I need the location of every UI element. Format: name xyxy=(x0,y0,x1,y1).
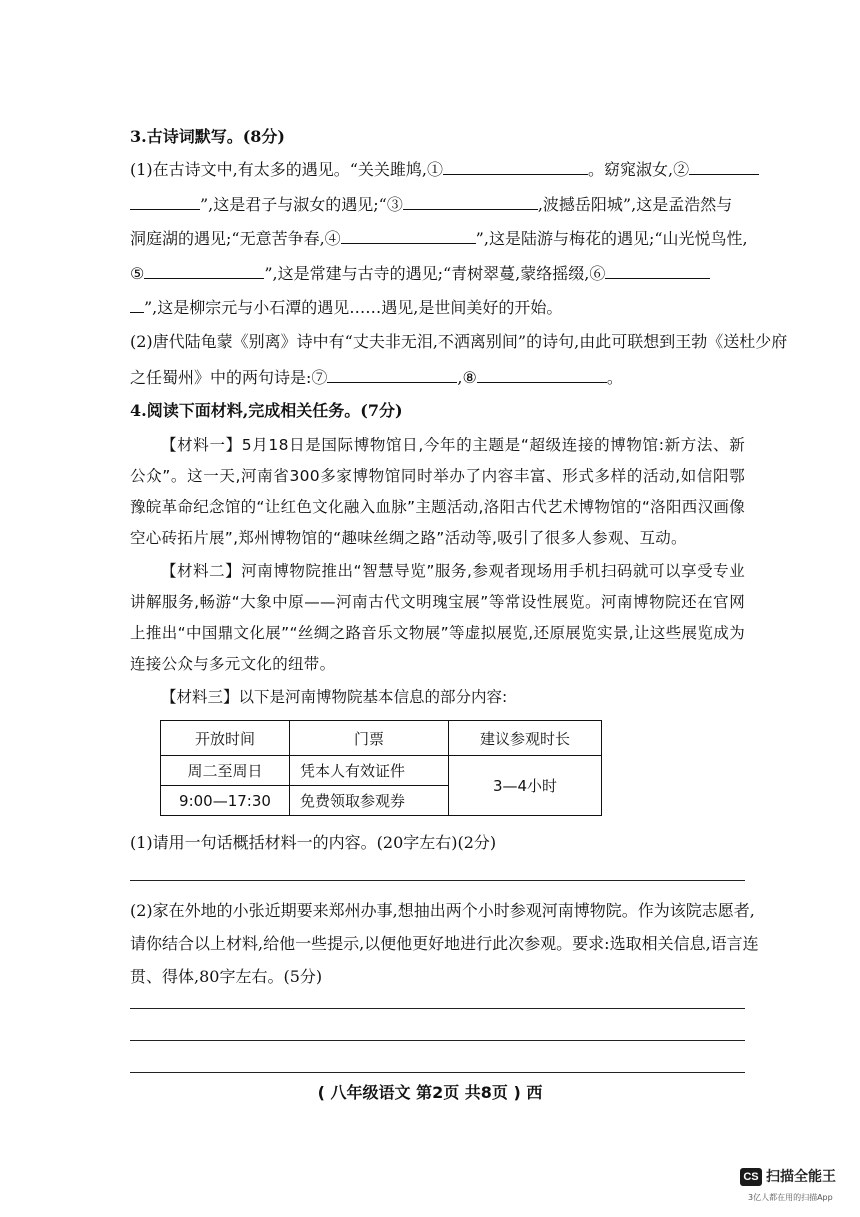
answer-blank-8[interactable] xyxy=(477,366,607,383)
q3-p1-line2 xyxy=(130,193,732,216)
q4-task1: (1)请用一句话概括材料一的内容。(20字左右)(2分) xyxy=(130,833,497,852)
answer-blank-6-cont[interactable] xyxy=(130,296,144,313)
q4-task2-line3: 贯、得体,80字左右。(5分) xyxy=(130,967,323,986)
q3-text: ”,这是柳宗元与小石潭的遇见……遇见,是世间美好的开始。 xyxy=(144,298,563,317)
q3-text: 之任蜀州》中的两句诗是:⑦ xyxy=(130,368,328,387)
q3-text: ”,这是君子与淑女的遇见;“③ xyxy=(200,195,403,214)
q4-title: 4.阅读下面材料,完成相关任务。(7分) xyxy=(130,401,403,420)
museum-info-table xyxy=(160,720,602,816)
answer-line[interactable] xyxy=(130,1040,745,1041)
q3-p1-line3 xyxy=(130,227,748,250)
answer-blank-2-cont[interactable] xyxy=(130,193,200,210)
q3-p2-line1: (2)唐代陆龟蒙《别离》诗中有“丈夫非无泪,不洒离别间”的诗句,由此可联想到王勃《送杜少府 xyxy=(130,332,788,351)
table-cell-ticket-2: 免费领取参观券 xyxy=(290,786,449,816)
q3-text: ,波撼岳阳城”,这是孟浩然与 xyxy=(537,195,733,214)
answer-blank-3[interactable] xyxy=(403,193,538,210)
material-3-intro: 【材料三】以下是河南博物院基本信息的部分内容: xyxy=(161,688,508,706)
q4-task2-line2: 请你结合以上材料,给他一些提示,以便他更好地进行此次参观。要求:选取相关信息,语言连 xyxy=(130,934,759,953)
answer-blank-1[interactable] xyxy=(443,158,588,175)
q3-text: ”,这是陆游与梅花的遇见;“山光悦鸟性, xyxy=(475,229,748,248)
answer-blank-6[interactable] xyxy=(605,262,710,279)
answer-blank-5[interactable] xyxy=(144,262,264,279)
table-header-duration: 建议参观时长 xyxy=(449,721,602,756)
q3-p1-line1 xyxy=(130,158,759,181)
q3-text: ⑤ xyxy=(130,264,145,283)
answer-line[interactable] xyxy=(130,880,745,881)
table-header-row xyxy=(161,721,602,756)
q3-p2-line2 xyxy=(130,366,623,389)
material-1: 【材料一】5月18日是国际博物馆日,今年的主题是“超级连接的博物馆:新方法、新公众”。这一天,河南省300多家博物馆同时举办了内容丰富、形式多样的活动,如信阳鄂豫皖革命纪念馆的“让红色文化融入血脉”主题活动,洛阳古代艺术博物馆的“洛阳西汉画像空心砖拓片展”,郑州博物馆的“趣味丝绸之路”活动等,吸引了很多人参观、互动。 xyxy=(130,436,745,547)
q3-title: 3.古诗词默写。(8分) xyxy=(130,127,285,146)
answer-blank-2[interactable] xyxy=(689,158,759,175)
q3-text: 洞庭湖的遇见;“无意苦争春,④ xyxy=(130,229,341,248)
page-footer: ( 八年级语文 第2页 共8页 ) 西 xyxy=(317,1083,543,1102)
q3-text: 。窈窕淑女,② xyxy=(588,160,690,179)
answer-blank-4[interactable] xyxy=(341,227,476,244)
q4-task2-line1: (2)家在外地的小张近期要来郑州办事,想抽出两个小时参观河南博物院。作为该院志愿者, xyxy=(130,901,755,920)
q3-text: ”,这是常建与古寺的遇见;“青树翠蔓,蒙络摇缀,⑥ xyxy=(264,264,606,283)
table-header-ticket: 门票 xyxy=(290,721,449,756)
q3-text: ,⑧ xyxy=(457,368,477,387)
answer-line[interactable] xyxy=(130,1008,745,1009)
q3-p1-line4 xyxy=(130,262,710,285)
camscanner-name: 扫描全能王 xyxy=(766,1169,836,1185)
q3-p1-line5 xyxy=(130,296,562,319)
table-cell-ticket-1: 凭本人有效证件 xyxy=(290,756,449,786)
answer-blank-7[interactable] xyxy=(327,366,457,383)
answer-line[interactable] xyxy=(130,1072,745,1073)
q3-text: (1)在古诗文中,有太多的遇见。“关关雎鸠,① xyxy=(130,160,444,179)
table-cell-hours: 9:00—17:30 xyxy=(161,786,290,816)
camscanner-tagline: 3亿人都在用的扫描App xyxy=(748,1193,833,1202)
table-header-hours: 开放时间 xyxy=(161,721,290,756)
camscanner-logo-icon: CS xyxy=(740,1168,762,1186)
material-2: 【材料二】河南博物院推出“智慧导览”服务,参观者现场用手机扫码就可以享受专业讲解服务,畅游“大象中原——河南古代文明瑰宝展”等常设性展览。河南博物院还在官网上推出“中国鼎文化展”“丝绸之路音乐文物展”等虚拟展览,还原展览实景,让这些展览成为连接公众与多元文化的纽带。 xyxy=(130,562,745,673)
table-row xyxy=(161,756,602,786)
table-cell-days: 周二至周日 xyxy=(161,756,290,786)
table-cell-duration: 3—4小时 xyxy=(449,756,602,816)
q3-text: 。 xyxy=(606,368,623,387)
